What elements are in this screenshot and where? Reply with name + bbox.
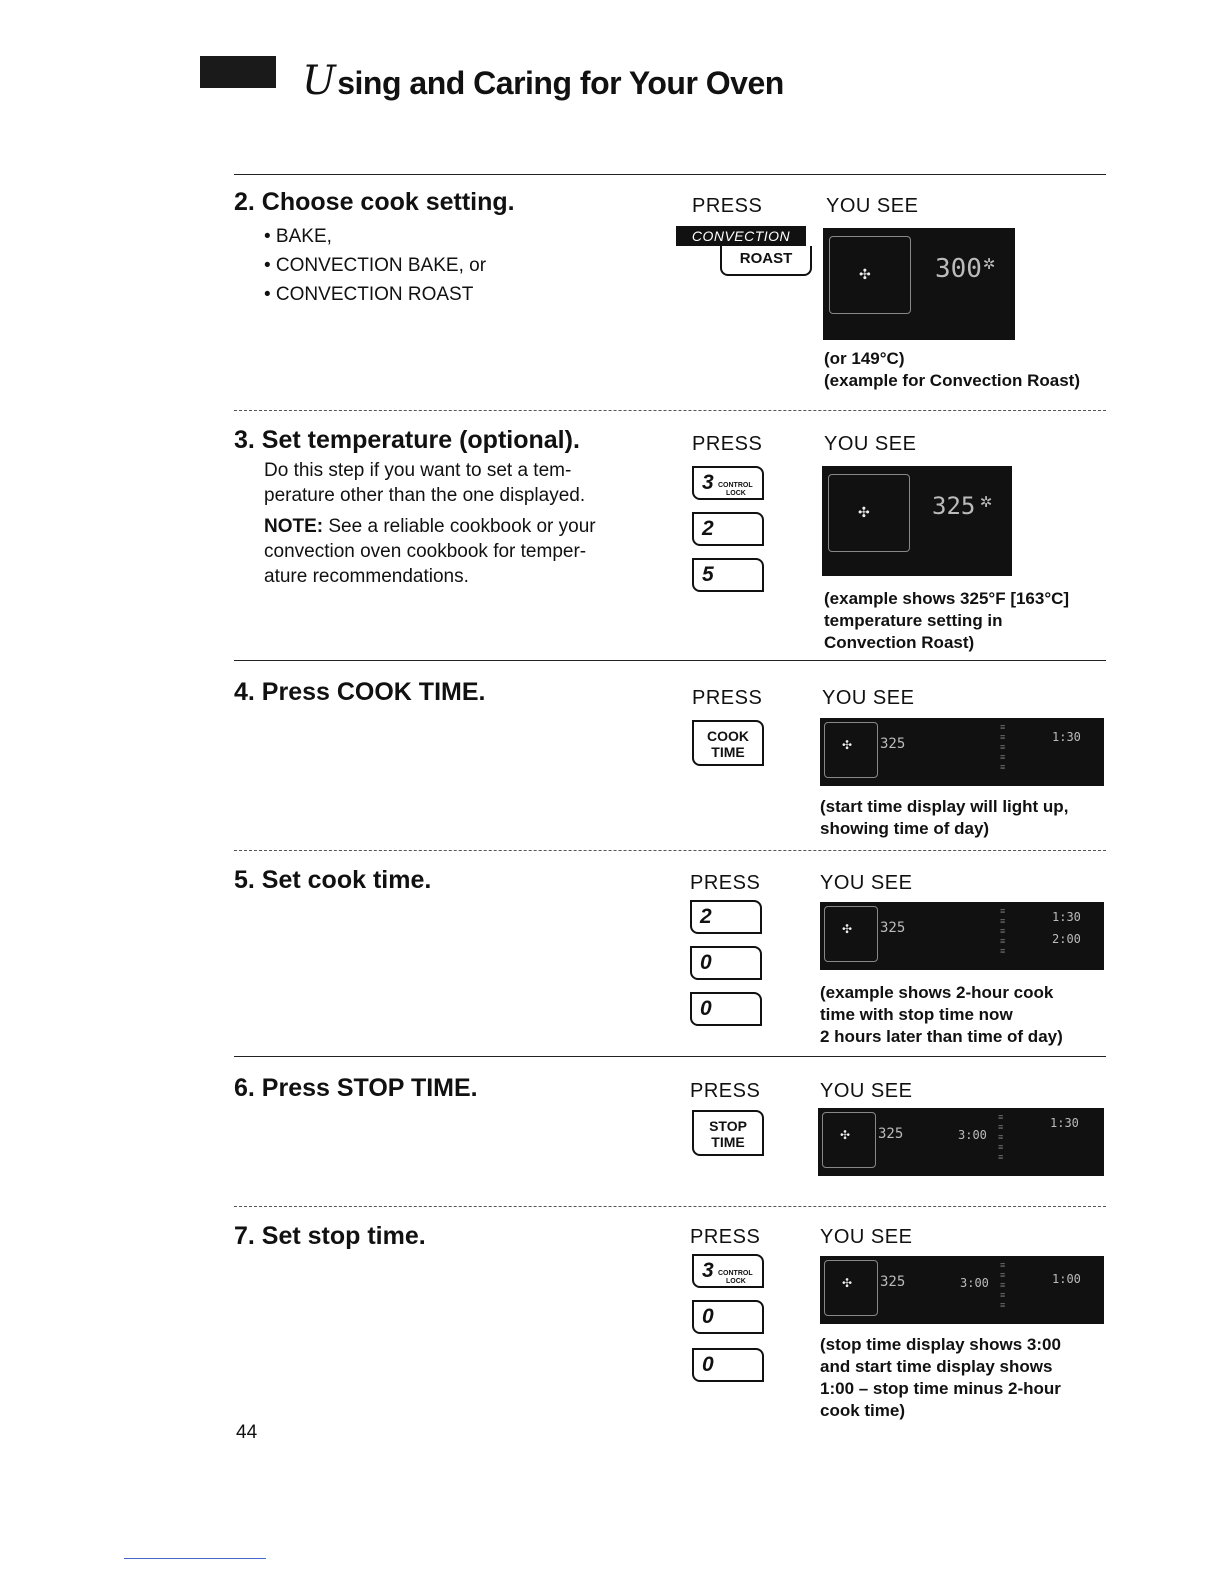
fan-icon: ✣ bbox=[842, 738, 853, 752]
step-3-description: Do this step if you want to set a tem- perature other than the one displayed. NOTE: See a reliable cookbook or your convection oven cookbook for temper- ature recommendations. bbox=[264, 460, 596, 587]
start-time-readout: 1:30 bbox=[1052, 730, 1081, 744]
fan-icon: ✣ bbox=[858, 504, 870, 520]
divider bbox=[234, 850, 1106, 851]
cook-time-readout: 2:00 bbox=[1052, 932, 1081, 946]
divider bbox=[234, 174, 1106, 175]
step-2-options bbox=[264, 222, 486, 309]
press-label: PRESS bbox=[692, 195, 763, 217]
key-0[interactable]: 0 bbox=[692, 1348, 764, 1382]
convection-key[interactable]: CONVECTION bbox=[676, 226, 806, 246]
start-time-readout: 1:30 bbox=[1052, 910, 1081, 924]
temperature-readout: 325 bbox=[932, 492, 976, 520]
temperature-readout: 300 bbox=[935, 254, 982, 284]
temperature-readout: 325 bbox=[880, 736, 906, 752]
key-0[interactable]: 0 bbox=[690, 946, 762, 980]
temperature-readout: 325 bbox=[878, 1126, 904, 1142]
you-see-label: YOU SEE bbox=[820, 1226, 913, 1248]
divider bbox=[234, 1206, 1106, 1207]
page-number: 44 bbox=[236, 1422, 258, 1443]
step-5-caption: (example shows 2-hour cook time with stop time now 2 hours later than time of day) bbox=[820, 983, 1063, 1046]
you-see-label: YOU SEE bbox=[826, 195, 919, 217]
fan-icon: ✣ bbox=[842, 922, 853, 936]
key-3-control-lock[interactable]: 3 CONTROL LOCK bbox=[692, 466, 764, 500]
key-0[interactable]: 0 bbox=[692, 1300, 764, 1334]
level-bars: ≡ ≡ ≡ ≡ ≡ bbox=[1000, 722, 1007, 772]
key-3-control-lock[interactable]: 3 CONTROL LOCK bbox=[692, 1254, 764, 1288]
step-2-caption: (or 149°C) (example for Convection Roast) bbox=[824, 349, 1080, 390]
fan-icon: ✣ bbox=[859, 266, 871, 282]
footer-line bbox=[124, 1558, 266, 1559]
oven-display bbox=[820, 718, 1104, 786]
page-title: Using and Caring for Your Oven bbox=[302, 58, 784, 104]
oven-display bbox=[820, 1256, 1104, 1324]
cook-time-key[interactable]: COOK TIME bbox=[692, 720, 764, 766]
level-bars: ≡ ≡ ≡ ≡ ≡ bbox=[1000, 1260, 1007, 1310]
step-3-caption: (example shows 325°F [163°C] temperature setting in Convection Roast) bbox=[824, 589, 1070, 652]
temperature-readout: 325 bbox=[880, 1274, 906, 1290]
start-time-readout: 1:30 bbox=[1050, 1116, 1079, 1130]
preheat-icon: ✲ bbox=[980, 488, 993, 512]
press-label: PRESS bbox=[692, 433, 763, 455]
start-time-readout: 1:00 bbox=[1052, 1272, 1081, 1286]
step-3-title: 3. Set temperature (optional). bbox=[234, 426, 580, 454]
step-7-title: 7. Set stop time. bbox=[234, 1222, 426, 1250]
you-see-label: YOU SEE bbox=[820, 872, 913, 894]
key-2[interactable]: 2 bbox=[690, 900, 762, 934]
oven-display bbox=[823, 228, 1015, 340]
press-label: PRESS bbox=[690, 1080, 761, 1102]
key-5[interactable]: 5 bbox=[692, 558, 764, 592]
fan-icon: ✣ bbox=[842, 1276, 853, 1290]
divider bbox=[234, 410, 1106, 411]
key-2[interactable]: 2 bbox=[692, 512, 764, 546]
step-5-title: 5. Set cook time. bbox=[234, 866, 432, 894]
section-logo bbox=[200, 56, 276, 88]
oven-display bbox=[818, 1108, 1104, 1176]
you-see-label: YOU SEE bbox=[822, 687, 915, 709]
level-bars: ≡ ≡ ≡ ≡ ≡ bbox=[998, 1112, 1005, 1162]
oven-display bbox=[822, 466, 1012, 576]
stop-time-readout: 3:00 bbox=[958, 1128, 987, 1142]
option-bake: • BAKE, bbox=[264, 226, 332, 247]
step-2-title: 2. Choose cook setting. bbox=[234, 188, 515, 216]
level-bars: ≡ ≡ ≡ ≡ ≡ bbox=[1000, 906, 1007, 956]
press-label: PRESS bbox=[692, 687, 763, 709]
fan-icon: ✣ bbox=[840, 1128, 851, 1142]
roast-key[interactable]: ROAST bbox=[720, 246, 812, 276]
option-convection-roast: • CONVECTION ROAST bbox=[264, 284, 474, 305]
stop-time-key[interactable]: STOP TIME bbox=[692, 1110, 764, 1156]
preheat-icon: ✲ bbox=[983, 250, 996, 274]
step-7-caption: (stop time display shows 3:00 and start time display shows 1:00 – stop time minus 2-hour cook time) bbox=[820, 1335, 1061, 1420]
stop-time-readout: 3:00 bbox=[960, 1276, 989, 1290]
you-see-label: YOU SEE bbox=[820, 1080, 913, 1102]
press-label: PRESS bbox=[690, 872, 761, 894]
step-4-title: 4. Press COOK TIME. bbox=[234, 678, 486, 706]
press-label: PRESS bbox=[690, 1226, 761, 1248]
oven-display bbox=[820, 902, 1104, 970]
divider bbox=[234, 660, 1106, 661]
key-0[interactable]: 0 bbox=[690, 992, 762, 1026]
temperature-readout: 325 bbox=[880, 920, 906, 936]
option-convection-bake: • CONVECTION BAKE, or bbox=[264, 255, 487, 276]
step-4-caption: (start time display will light up, showing time of day) bbox=[820, 797, 1069, 838]
you-see-label: YOU SEE bbox=[824, 433, 917, 455]
step-6-title: 6. Press STOP TIME. bbox=[234, 1074, 478, 1102]
divider bbox=[234, 1056, 1106, 1057]
